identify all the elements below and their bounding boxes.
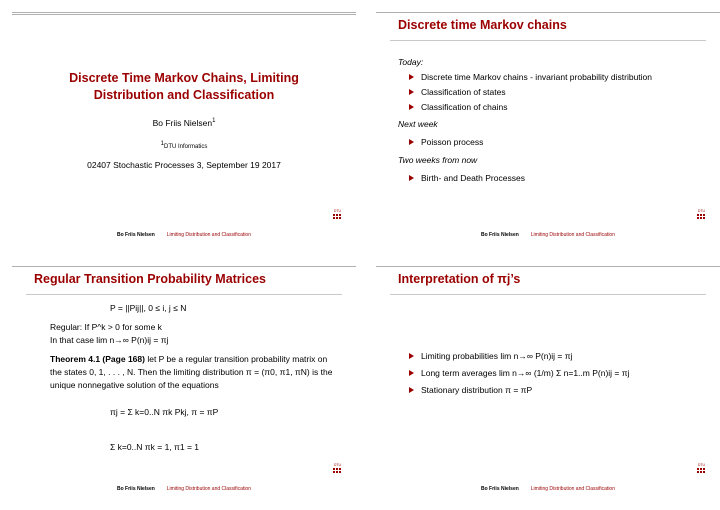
title-rule: [26, 294, 342, 295]
theorem-text: let P be a regular transition probability matrix on the states 0, 1, . . . , N. Then the limiting distribution π = (π0, π1, πN) is the unique nonnegative solution of the equations: [50, 354, 333, 390]
footer-author: Bo Friis Nielsen: [480, 232, 519, 238]
footer-author: Bo Friis Nielsen: [116, 232, 155, 238]
top-rule: [376, 266, 720, 267]
dtu-logo: DTU: [333, 209, 342, 222]
list-item: Limiting probabilities lim n→∞ P(n)ij = πj: [408, 350, 708, 363]
footer: [376, 486, 720, 492]
footer: [376, 232, 720, 238]
list-item: Poisson process: [408, 136, 698, 149]
top-rule: [376, 12, 720, 13]
footer: [12, 486, 356, 492]
slide-title-text: Discrete time Markov chains: [398, 18, 567, 32]
top-rule: [12, 12, 356, 13]
list-item: Long term averages lim n→∞ (1/m) Σ n=1..m P(n)ij = πj: [408, 367, 708, 380]
footer-title: Limiting Distribution and Classification: [166, 232, 251, 238]
footer-title: Limiting Distribution and Classification: [166, 486, 251, 492]
top-rule: [12, 14, 356, 15]
author-name: Bo Friis Nielsen: [152, 118, 213, 128]
list-item: Birth- and Death Processes: [408, 172, 698, 185]
dtu-logo: DTU: [697, 463, 706, 476]
footer-title: Limiting Distribution and Classification: [530, 486, 615, 492]
title-rule: [390, 294, 706, 295]
slide-title: [12, 8, 356, 248]
affiliation: DTU Informatics: [164, 144, 208, 150]
equation-2: Σ k=0..N πk = 1, π1 = 1: [110, 442, 200, 452]
in-that-case: In that case lim n→∞ P(n)ij = πj: [50, 335, 169, 345]
list-item: Discrete time Markov chains - invariant probability distribution: [408, 71, 698, 84]
regular-definition: Regular: If P^k > 0 for some k: [50, 322, 162, 332]
dtu-logo: DTU: [697, 209, 706, 222]
title-line-1: Discrete Time Markov Chains, Limiting: [69, 71, 299, 85]
equation-1: πj = Σ k=0..N πk Pkj, π = πP: [110, 407, 219, 417]
footer: [12, 232, 356, 238]
footer-author: Bo Friis Nielsen: [116, 486, 155, 492]
footer-author: Bo Friis Nielsen: [480, 486, 519, 492]
slide-interpretation: [376, 262, 720, 502]
list-item: Stationary distribution π = πP: [408, 384, 708, 397]
title-rule: [390, 40, 706, 41]
title-line-2: Distribution and Classification: [93, 88, 275, 102]
dtu-logo: DTU: [333, 463, 342, 476]
today-label: Today:: [398, 57, 424, 67]
top-rule: [12, 266, 356, 267]
next-week-label: Next week: [398, 119, 438, 129]
slide-title-text: Regular Transition Probability Matrices: [34, 272, 267, 286]
slide-title-text: Interpretation of πj’s: [398, 272, 521, 286]
two-weeks-label: Two weeks from now: [398, 155, 478, 165]
affil-mark: 1: [212, 118, 216, 125]
list-item: Classification of states: [408, 86, 698, 99]
list-item: Classification of chains: [408, 101, 698, 114]
theorem-label: Theorem 4.1 (Page 168): [50, 354, 145, 364]
slide-regular-matrices: [12, 262, 356, 502]
affil-mark: 1: [160, 141, 164, 147]
footer-title: Limiting Distribution and Classification: [530, 232, 615, 238]
event-line: 02407 Stochastic Processes 3, September 19 2017: [87, 160, 281, 170]
slide-overview: [376, 8, 720, 248]
matrix-definition: P = ||Pij||, 0 ≤ i, j ≤ N: [110, 303, 187, 313]
